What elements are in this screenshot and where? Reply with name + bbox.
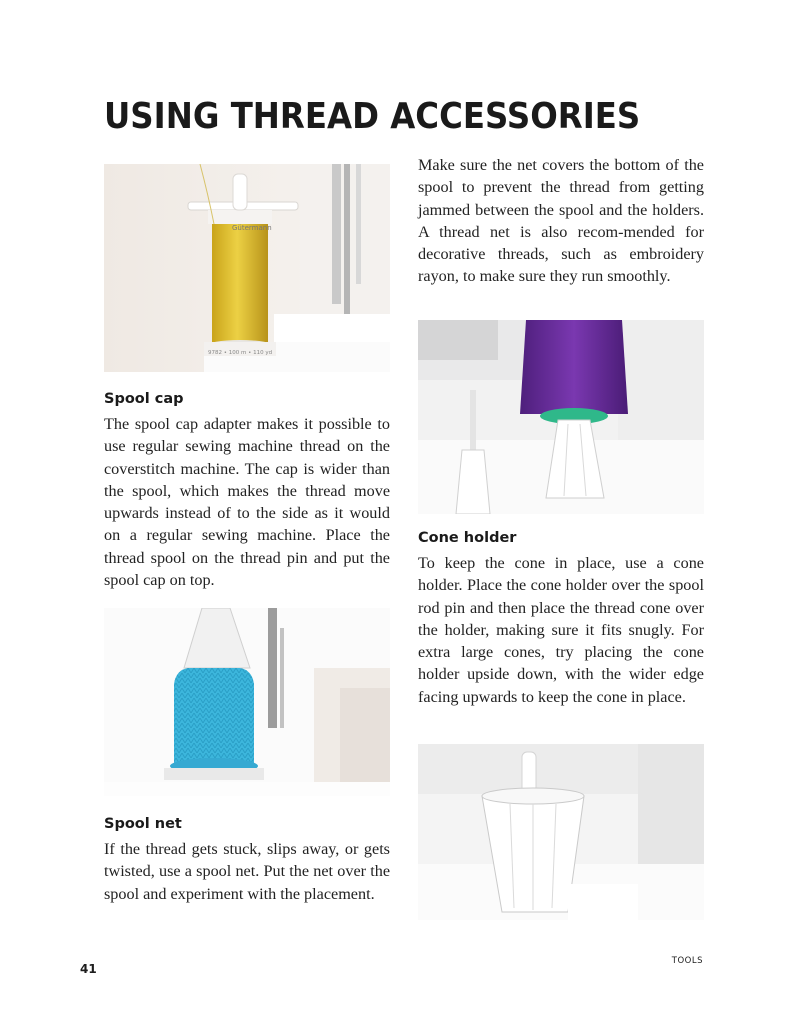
spool-net-continued-text: Make sure the net covers the bottom of the spool to prevent the thread from getting jammed between the spool and the holders. A thread net is also recom-mended for decorative threads, such as embroidery rayon, to make sure they run smoothly.	[418, 156, 704, 286]
cone-holder-photo	[418, 320, 704, 514]
spool-cap-text: The spool cap adapter makes it possible to use regular sewing machine thread on the coverstitch machine. The cap is wider than the spool, which makes the thread move upwards instead of to the side as it would on a regular sewing machine. Place the thread spool on the thread pin and put the spool cap on top.	[104, 415, 390, 590]
spool-cap-photo	[104, 164, 390, 372]
spool-cap-heading: Spool cap	[104, 391, 184, 407]
thread-spec-label: 9782 • 100 m • 110 yd	[208, 350, 273, 356]
thread-brand-label: Gütermann	[232, 224, 272, 232]
page-title: USING THREAD ACCESSORIES	[104, 96, 641, 137]
spool-net-photo	[104, 608, 390, 796]
spool-net-text: If the thread gets stuck, slips away, or gets twisted, use a spool net. Put the net over the spool and experiment with the placement.	[104, 840, 390, 903]
page-number: 41	[80, 962, 97, 976]
cone-holder-upside-down-photo	[418, 744, 704, 920]
cone-holder-heading: Cone holder	[418, 530, 517, 546]
cone-holder-text: To keep the cone in place, use a cone holder. Place the cone holder over the spool rod pin and then place the thread cone over the holder, making sure it fits snugly. For extra large cones, try placing the cone holder upside down, with the wider edge facing upwards to keep the cone in place.	[418, 554, 704, 706]
section-label: TOOLS	[671, 956, 703, 966]
spool-net-heading: Spool net	[104, 816, 182, 832]
